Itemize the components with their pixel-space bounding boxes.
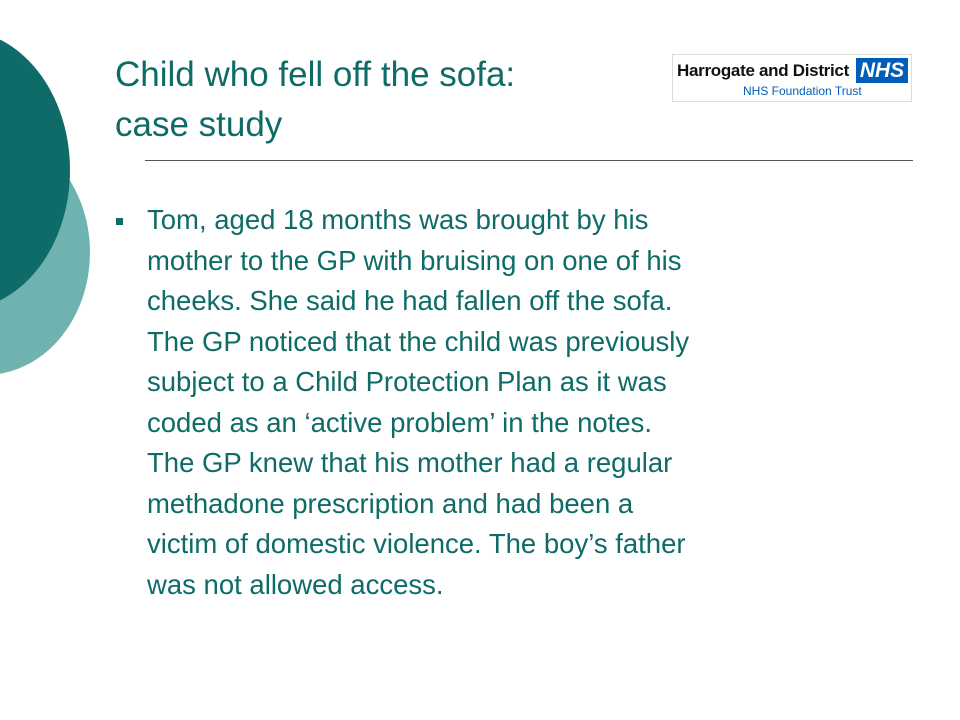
slide-title-line-2: case study xyxy=(115,105,283,144)
body-line: Tom, aged 18 months was brought by his xyxy=(147,204,649,235)
case-study-text xyxy=(147,200,907,605)
nhs-badge-icon: NHS xyxy=(856,58,908,83)
body-line: methadone prescription and had been a xyxy=(147,487,634,519)
body-line: cheeks. She said he had fallen off the sofa. xyxy=(147,285,673,316)
square-bullet-icon xyxy=(116,218,123,225)
slide-title xyxy=(115,50,635,150)
title-divider xyxy=(145,160,913,161)
logo-trust-name: Harrogate and District xyxy=(677,61,849,80)
logo-foundation-trust: NHS Foundation Trust xyxy=(743,84,862,98)
body-line: The GP noticed that the child was previously xyxy=(147,325,690,357)
slide-title-line-1: Child who fell off the sofa: xyxy=(115,55,516,94)
body-line: subject to a Child Protection Plan as it was xyxy=(147,366,667,397)
body-line: mother to the GP with bruising on one of his xyxy=(147,244,682,276)
body-line: victim of domestic violence. The boy’s father xyxy=(147,528,686,559)
nhs-trust-logo xyxy=(672,54,912,102)
body-line: was not allowed access. xyxy=(147,568,444,600)
body-line: The GP knew that his mother had a regular xyxy=(147,447,673,478)
body-line: coded as an ‘active problem’ in the notes. xyxy=(147,406,652,438)
